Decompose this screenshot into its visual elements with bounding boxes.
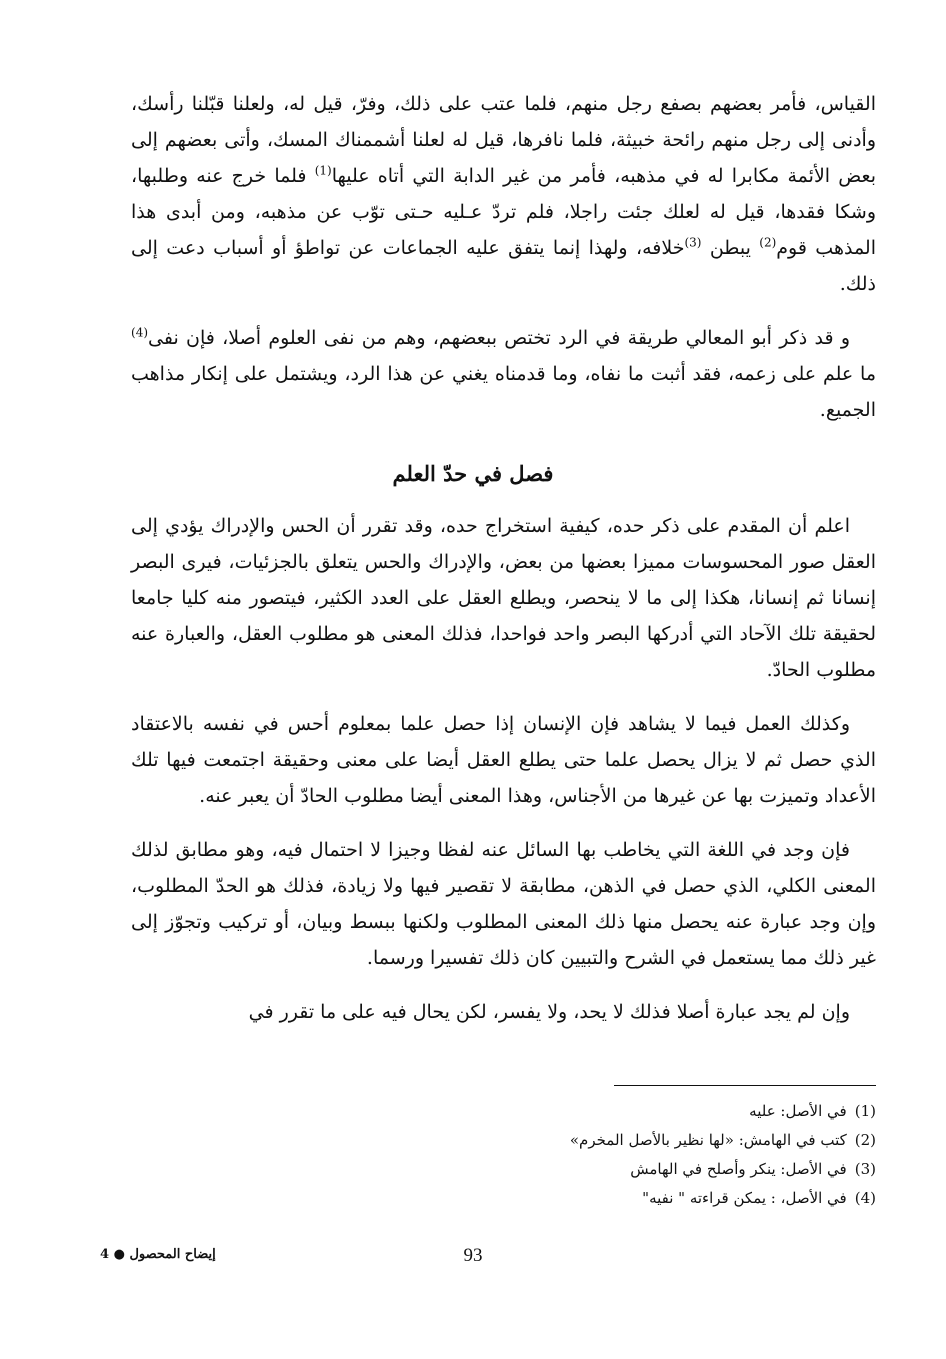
bottom-text-block	[131, 508, 876, 1048]
running-footer: إيضاح المحصول ● 4	[100, 1247, 216, 1262]
paragraph-top-1	[131, 86, 876, 302]
paragraph-bottom-3: فإن وجد في اللغة التي يخاطب بها السائل عنه لفظا وجيزا لا احتمال فيه، وهو مطابق لذلك المعنى الكلي، الذي حصل في الذهن، مطابقة لا تقصير فيها ولا زيادة، فذلك هو الحدّ المطلوب، وإن وجد عبارة عنه يحصل منها ذلك المعنى المطلوب ولكنها ببسط وبيان، أو تركيب وتجوّز إلى غير ذلك مما يستعمل في الشرح والتبيين كان ذلك تفسيرا ورسما.	[131, 839, 876, 969]
footnote-text: كتب في الهامش: «لها نظير بالأصل المخرم»	[569, 1131, 847, 1149]
paragraph-text: و قد ذكر أبو المعالي طريقة في الرد تختص ببعضهم، وهم من نفى العلوم أصلا، فإن نفى	[148, 327, 850, 349]
footnotes	[276, 1097, 876, 1213]
footnote-marker-1: (1)	[314, 163, 332, 178]
paragraph-top-2	[131, 320, 876, 428]
top-text-block	[131, 86, 876, 446]
footnote-text: في الأصل: ينكر وأصلح في الهامش	[630, 1160, 847, 1178]
footnote-4	[276, 1184, 876, 1213]
paragraph-text: خلافه، ولهذا إنما يتفق عليه الجماعات عن تواطؤ أو أسباب دعت إلى ذلك.	[131, 237, 876, 295]
footnote-number: (1)	[854, 1102, 876, 1120]
footnote-number: (3)	[854, 1160, 876, 1178]
footnote-divider	[614, 1085, 876, 1086]
paragraph-bottom-1: اعلم أن المقدم على ذكر حده، كيفية استخراج حده، وقد تقرر أن الحس والإدراك يؤدي إلى العقل صور المحسوسات مميزا بعضها من بعض، والإدراك والحس يتعلق بالجزئيات، فيرى البصر إنسانا ثم إنسانا، هكذا إلى ما لا ينحصر، ويطلع العقل على العدد الكثير، فيتصور منه كليا جامعا لحقيقة تلك الآحاد التي أدركها البصر واحد فواحدا، فذلك المعنى هو مطلوب العقل، والعبارة عنه مطلوب الحادّ.	[131, 515, 876, 681]
footnote-number: (4)	[854, 1189, 876, 1207]
footnote-marker-3: (3)	[684, 235, 702, 250]
footnote-3	[276, 1155, 876, 1184]
footnote-1	[276, 1097, 876, 1126]
footnote-text: في الأصل، : يمكن قراءته " نفيه"	[642, 1189, 847, 1207]
footnote-text: في الأصل: عليه	[749, 1102, 847, 1120]
paragraph-bottom-4: وإن لم يجد عبارة أصلا فذلك لا يحد، ولا يفسر، لكن يحال فيه على ما تقرر في	[248, 1001, 850, 1023]
paragraph-text: فلما خرج عنه وطلبها، وشكا فقدها، قيل له لعلك جئت راجلا، فلم تردّ عـليه حـتى توّب عن مذهبه، ومن أبدى هذا المذهب قوم	[131, 165, 877, 259]
paragraph-text: يبطن	[701, 237, 760, 259]
footnote-number: (2)	[854, 1131, 876, 1149]
paragraph-text: القياس، فأمر بعضهم بصفع رجل منهم، فلما عتب على ذلك، وفرّ، قيل له، ولعلنا قبّلنا رأسك، وأدنى إلى رجل منهم رائحة خبيثة، فلما نافرها، قيل له لعلنا أشممناك المسك، وأتى بعضهم إلى بعض الأئمة مكابرا له في مذهبه، فأمر من غير الدابة التي أتاه عليها	[131, 93, 876, 187]
footnote-marker-4: (4)	[131, 325, 149, 340]
footnote-marker-2: (2)	[759, 235, 777, 250]
section-heading: فصل في حدّ العلم	[392, 461, 554, 486]
paragraph-bottom-2: وكذلك العمل فيما لا يشاهد فإن الإنسان إذا حصل علما بمعلوم أحس في نفسه بالاعتقاد الذي حصل ثم لا يزال يحصل علما حتى يطلع العقل أيضا على معنى وحقيقة اجتمعت فيها تلك الأعداد وتميزت بها عن غيرها من الأجناس، وهذا المعنى أيضا مطلوب الحادّ أن يعبر عنه.	[131, 713, 876, 807]
footnote-2	[276, 1126, 876, 1155]
paragraph-text: ما علم على زعمه، فقد أثبت ما نفاه، وما قدمناه يغني عن هذا الرد، ويشتمل على إنكار مذاهب الجميع.	[131, 363, 876, 421]
page-number: 93	[463, 1245, 483, 1266]
